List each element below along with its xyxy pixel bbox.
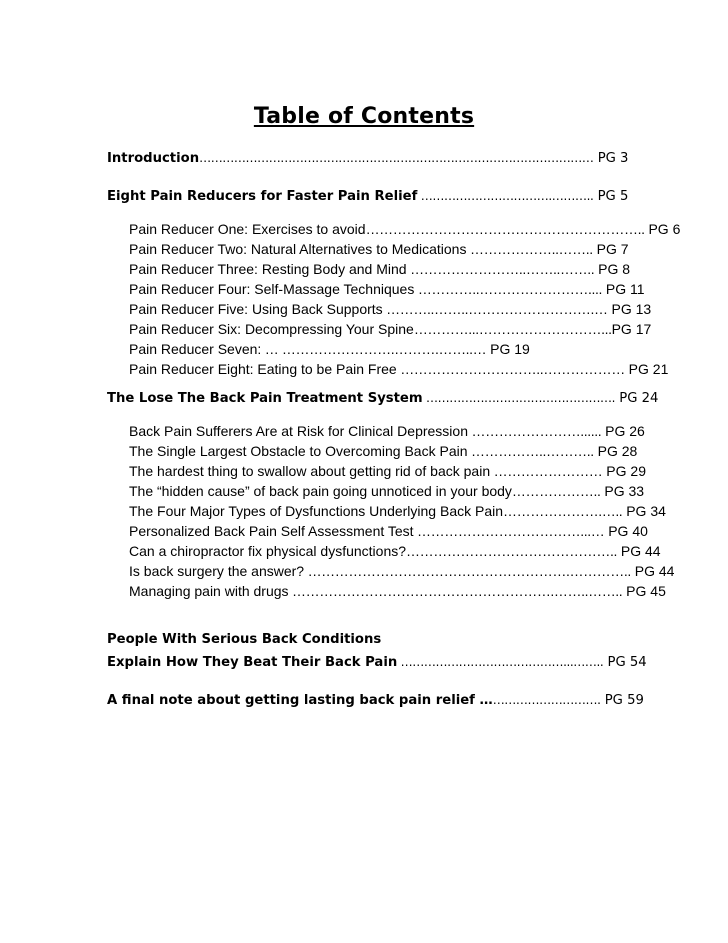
- toc-page: PG 44: [617, 543, 661, 559]
- toc-dots: ……………………….: [492, 693, 601, 707]
- toc-dots: …………………………………………………………………………………………: [199, 151, 594, 165]
- toc-entry-serious-conditions: [107, 631, 381, 649]
- toc-dots: ……………………………………………………..: [365, 221, 645, 237]
- toc-label: The Lose The Back Pain Treatment System: [107, 391, 423, 406]
- toc-page: PG 34: [622, 503, 666, 519]
- toc-entry-reducer-two: [129, 240, 629, 258]
- toc-page: PG 33: [600, 483, 645, 499]
- toc-entry-reducer-three: [129, 260, 630, 278]
- toc-page: PG 17: [611, 321, 652, 337]
- toc-entry-depression-risk: [129, 422, 645, 440]
- toc-dots: … …………………….……….……..…: [261, 341, 487, 357]
- toc-dots: ……………………..……..……..: [406, 261, 595, 277]
- toc-page: PG 5: [593, 189, 629, 204]
- toc-entry-reducer-four: [129, 280, 645, 298]
- toc-page: PG 8: [594, 261, 631, 277]
- toc-dots: ……………………: [490, 463, 603, 479]
- toc-label: Explain How They Beat Their Back Pain: [107, 655, 398, 670]
- toc-dots: ……………………………………...……..: [397, 655, 604, 669]
- toc-page: PG 44: [630, 563, 675, 579]
- toc-page: PG 59: [600, 693, 644, 708]
- toc-label: Back Pain Sufferers Are at Risk for Clinical Depression: [129, 423, 468, 439]
- toc-entry-reducer-six: [129, 320, 651, 338]
- toc-label: Pain Reducer Seven:: [129, 341, 262, 357]
- toc-dots: …………..……………………....: [414, 281, 602, 297]
- toc-entry-introduction: [107, 149, 628, 168]
- toc-label: The hardest thing to swallow about getting rid of back pain: [129, 463, 491, 479]
- toc-dots: ………………..……..: [466, 241, 593, 257]
- toc-label: Introduction: [107, 151, 200, 166]
- toc-label: Pain Reducer Two: Natural Alternatives to Medications: [129, 241, 467, 257]
- toc-entry-hidden-cause: [129, 482, 644, 500]
- toc-page: PG 11: [601, 281, 645, 297]
- toc-label: A final note about getting lasting back pain relief …: [107, 693, 493, 708]
- toc-page: PG 40: [604, 523, 648, 539]
- toc-dots: ………………….…..: [503, 503, 623, 519]
- toc-label: Eight Pain Reducers for Faster Pain Relief: [107, 189, 418, 204]
- toc-label: Pain Reducer Eight: Eating to be Pain Free: [129, 361, 397, 377]
- toc-label: Pain Reducer One: Exercises to avoid: [129, 221, 366, 237]
- toc-entry-final-note: [107, 691, 644, 710]
- toc-page: PG 21: [624, 361, 669, 377]
- toc-label: Managing pain with drugs: [129, 583, 289, 599]
- toc-entry-reducer-seven: [129, 340, 530, 358]
- toc-entry-beat-back-pain: [107, 653, 647, 672]
- toc-dots: ………………………………...…: [413, 523, 605, 539]
- toc-page: PG 54: [603, 655, 647, 670]
- toc-dots: …………...………………………...: [413, 321, 612, 337]
- toc-page: PG 45: [622, 583, 666, 599]
- toc-label: Pain Reducer Three: Resting Body and Mind: [129, 261, 407, 277]
- toc-label: The “hidden cause” of back pain going unnoticed in your body: [129, 483, 512, 499]
- toc-dots: ……………………......: [468, 423, 602, 439]
- toc-entry-reducer-one: [129, 220, 680, 238]
- toc-dots: ………………………………………….: [422, 391, 616, 405]
- toc-dots: ……………..………..: [467, 443, 594, 459]
- toc-page: PG 29: [602, 463, 646, 479]
- toc-page: PG 3: [593, 151, 629, 166]
- toc-entry-self-assessment: [129, 522, 648, 540]
- toc-entry-largest-obstacle: [129, 442, 637, 460]
- toc-entry-hardest-thing: [129, 462, 646, 480]
- toc-dots: ………………………………………………….…………..: [304, 563, 631, 579]
- toc-page: PG 13: [607, 301, 652, 317]
- toc-entry-reducer-eight: [129, 360, 668, 378]
- toc-dots: ………………………………………..: [406, 543, 618, 559]
- toc-label: Can a chiropractor fix physical dysfunctions?: [129, 543, 407, 559]
- toc-dots: …………………………….………..: [417, 189, 594, 203]
- toc-page: PG 26: [601, 423, 645, 439]
- toc-page: PG 28: [593, 443, 638, 459]
- toc-entry-four-dysfunctions: [129, 502, 666, 520]
- toc-dots: ………………………………………………….……..……..: [288, 583, 623, 599]
- toc-page: PG 6: [644, 221, 681, 237]
- page-title: Table of Contents: [253, 104, 475, 129]
- toc-entry-chiropractor: [129, 542, 661, 560]
- toc-label: The Four Major Types of Dysfunctions Underlying Back Pain: [129, 503, 504, 519]
- toc-label: Pain Reducer Four: Self-Massage Techniques: [129, 281, 415, 297]
- toc-entry-back-surgery: [129, 562, 674, 580]
- toc-dots: ………..……..……………………….…: [382, 301, 608, 317]
- toc-entry-managing-drugs: [129, 582, 666, 600]
- toc-page: PG 24: [615, 391, 659, 406]
- toc-page: PG 19: [486, 341, 530, 357]
- toc-label: The Single Largest Obstacle to Overcoming Back Pain: [129, 443, 468, 459]
- toc-entry-treatment-system: [107, 389, 658, 408]
- toc-label: Is back surgery the answer?: [129, 563, 305, 579]
- toc-label: Pain Reducer Five: Using Back Supports: [129, 301, 383, 317]
- toc-page: PG 7: [592, 241, 629, 257]
- toc-dots: ………………..: [511, 483, 601, 499]
- toc-label: Personalized Back Pain Self Assessment Test: [129, 523, 414, 539]
- toc-entry-reducer-five: [129, 300, 651, 318]
- toc-label: Pain Reducer Six: Decompressing Your Spine: [129, 321, 414, 337]
- toc-entry-eight-pain-reducers: [107, 187, 628, 206]
- toc-label: People With Serious Back Conditions: [107, 632, 382, 647]
- toc-dots: …………………………..………………: [396, 361, 625, 377]
